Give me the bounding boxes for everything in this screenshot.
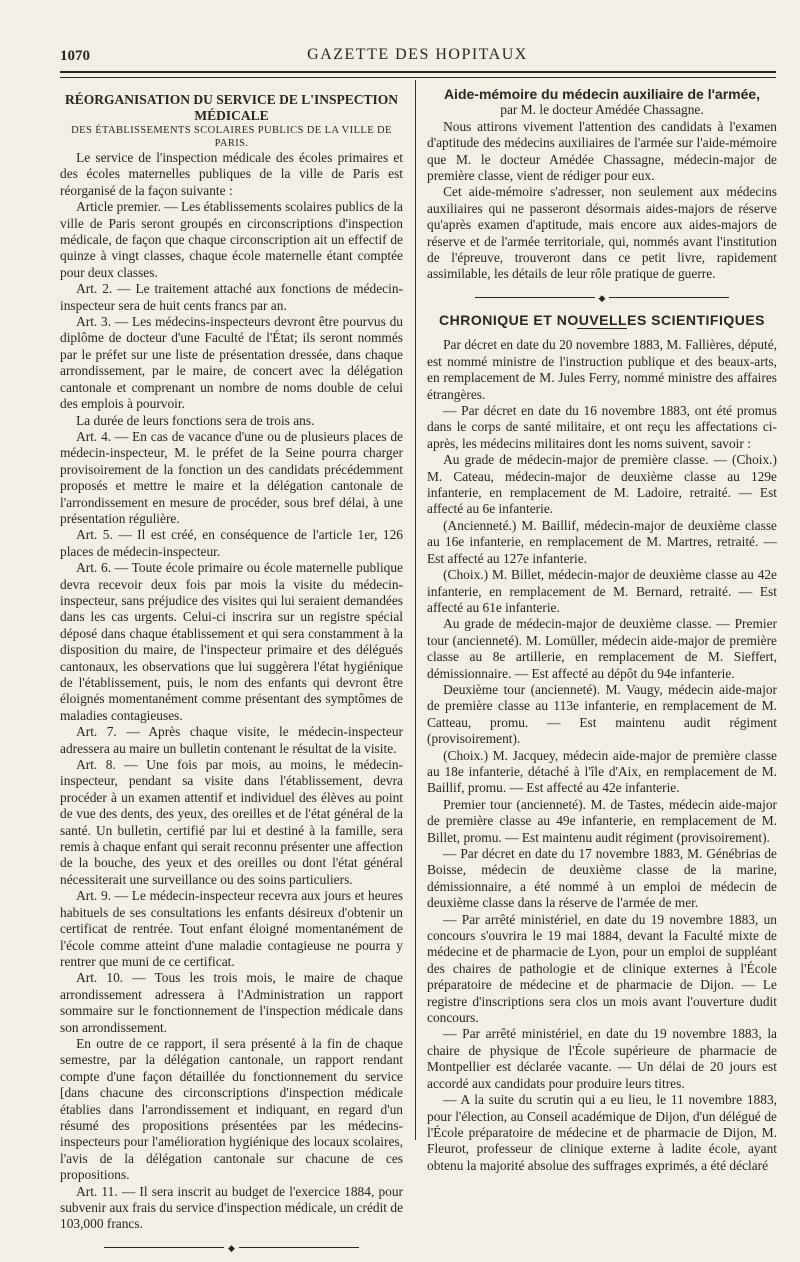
right-column bbox=[427, 86, 777, 1174]
chronicle-paragraph: (Ancienneté.) M. Baillif, médecin-major de deuxième classe au 16e infanterie, en remplacement de M. Martres, retraité. — Est affecté au 127e infanterie. bbox=[427, 517, 777, 566]
journal-title: GAZETTE DES HOPITAUX bbox=[307, 46, 528, 63]
page-header bbox=[60, 44, 775, 66]
page-number: 1070 bbox=[60, 48, 90, 64]
review-title: Aide-mémoire du médecin auxiliaire de l'armée, bbox=[443, 86, 761, 102]
chronicle-paragraph: Deuxième tour (ancienneté). M. Vaugy, médecin aide-major de première classe au 113e infanterie, en remplacement de M. Catteau, promu. — Est maintenu audit régiment (provisoirement). bbox=[427, 681, 777, 747]
column-divider bbox=[415, 80, 416, 1140]
review-paragraph: Cet aide-mémoire s'adresser, non seulement aux médecins auxiliaires qui ne passeront désormais aides-majors de réserve qu'après examen d'aptitude, mais encore aux aides-majors de réserve et de l'armée territoriale, qui, nommés avant l'institution de l'épreuve, trouveront dans ce petit livre, rapidement assimilable, les détails de leur rôle pratique de guerre. bbox=[427, 184, 777, 282]
review-paragraph: Nous attirons vivement l'attention des candidats à l'examen d'aptitude des médecins auxiliaires de l'armée sur l'aide-mémoire que M. le docteur Amédée Chassagne, médecin-major de première classe, vient de rédiger pour eux. bbox=[427, 118, 777, 184]
article-paragraph: Le service de l'inspection médicale des écoles primaires et des écoles maternelles publiques de la ville de Paris est réorganisé de la façon suivante : bbox=[60, 150, 403, 198]
article-paragraph: Art. 8. — Une fois par mois, au moins, le médecin-inspecteur, pendant sa visite dans l'établissement, devra procéder à un examen attentif et individuel des élèves au point de vue des dents, des yeux, des oreilles et de l'état général de la santé. Un bulletin, certifié par lui et destiné à la famille, sera remis à chaque enfant qui serait reconnu présenter une affection de la bouche, des yeux et des oreilles ou dont l'état général nécessiterait une surveillance ou des soins particuliers. bbox=[60, 757, 403, 887]
header-rule-thick bbox=[60, 71, 776, 73]
article-paragraph: La durée de leurs fonctions sera de trois ans. bbox=[76, 412, 315, 428]
article-subtitle: DES ÉTABLISSEMENTS SCOLAIRES PUBLICS DE LA VILLE DE PARIS. bbox=[71, 125, 392, 149]
article-paragraph: Art. 4. — En cas de vacance d'une ou de plusieurs places de médecin-inspecteur, M. le préfet de la Seine pourra charger provisoirement de la fonction un des candidats précédemment proposés et mettre le maire et la délégation cantonale de l'arrondissement en mesure de procéder, sous bref délai, à une présentation régulière. bbox=[60, 428, 403, 526]
article-paragraph: Art. 10. — Tous les trois mois, le maire de chaque arrondissement adressera à l'Administration un rapport sommaire sur le fonctionnement de l'inspection médicale dans son arrondissement. bbox=[60, 970, 403, 1035]
article-paragraph: Art. 9. — Le médecin-inspecteur recevra aux jours et heures habituels de ses consultations les enfants désireux d'obtenir un certificat de rentrée. Tout enfant éloigné momentanément de l'école comme atteint d'une maladie contagieuse ne pourra y rentrer que muni de ce certificat. bbox=[60, 888, 403, 969]
left-column bbox=[60, 86, 403, 1262]
section-ornament: ◆ bbox=[427, 289, 777, 306]
article-paragraph: Art. 3. — Les médecins-inspecteurs devront être pourvus du diplôme de docteur d'une Faculté de l'État; ils seront nommés par le préfet sur une liste de présentation dressée, dans chaque arrondissement, par le maire, de concert avec la délégation cantonale et comprenant un nombre de noms double de celui des emplois à pourvoir. bbox=[60, 314, 403, 412]
chronicle-paragraph: (Choix.) M. Jacquey, médecin aide-major de première classe au 18e infanterie, détaché à l'île d'Aix, en remplacement de M. Baillif, promu. — Est affecté au 42e infanterie. bbox=[427, 747, 777, 796]
chronicle-title: CHRONIQUE ET NOUVELLES SCIENTIFIQUES bbox=[438, 312, 766, 328]
chronicle-paragraph: — Par arrêté ministériel, en date du 19 novembre 1883, un concours s'ouvrira le 19 mai 1884, devant la Faculté mixte de médecine et de pharmacie de Lyon, pour un emploi de suppléant des chaires de pathologie et de clinique externes à l'École préparatoire de médecine et de pharmacie de Dijon. — Le registre d'inscriptions sera clos un mois avant l'ouverture dudit concours. bbox=[427, 911, 777, 1026]
article-paragraph: Art. 2. — Le traitement attaché aux fonctions de médecin-inspecteur sera de huit cents francs par an. bbox=[60, 281, 403, 313]
article-paragraph: Art. 7. — Après chaque visite, le médecin-inspecteur adressera au maire un bulletin contenant le résultat de la visite. bbox=[60, 724, 403, 756]
article-paragraph: Article premier. — Les établissements scolaires publics de la ville de Paris seront groupés en circonscriptions d'inspection médicale, de façon que chaque circonscription ait un effectif de quinze à vingt classes, chaque école maternelle étant comptée pour deux classes. bbox=[60, 199, 403, 280]
chronicle-paragraph: (Choix.) M. Billet, médecin-major de deuxième classe au 42e infanterie, en remplacement de M. Bernard, retraité. — Est affecté au 61e infanterie. bbox=[427, 567, 777, 615]
end-ornament: ◆ bbox=[60, 1239, 403, 1256]
chronicle-paragraph: — Par décret en date du 17 novembre 1883, M. Génébrias de Boisse, médecin de deuxième classe de la marine, démissionnaire, a été nommé à un emploi de médecin de deuxième classe dans la réserve de l'armée de mer. bbox=[427, 846, 777, 911]
chronicle-paragraph: Premier tour (ancienneté). M. de Tastes, médecin aide-major de première classe au 49e infanterie, en remplacement de M. Billet, promu. — Est maintenu audit régiment (provisoirement). bbox=[427, 796, 777, 845]
chronicle-rule bbox=[577, 328, 627, 329]
chronicle-paragraph: Par décret en date du 20 novembre 1883, M. Fallières, député, est nommé ministre de l'instruction publique et des beaux-arts, en remplacement de M. Jules Ferry, nommé ministre des affaires étrangères. bbox=[427, 337, 777, 402]
chronicle-paragraph: — Par décret en date du 16 novembre 1883, ont été promus dans le corps de santé militaire, et ont reçu les affectations ci-après, les médecins militaires dont les noms suivent, savoir : bbox=[427, 403, 777, 451]
article-paragraph: Art. 11. — Il sera inscrit au budget de l'exercice 1884, pour subvenir aux frais du service d'inspection médicale, un crédit de 103,000 francs. bbox=[60, 1183, 404, 1232]
article-paragraph: En outre de ce rapport, il sera présenté à la fin de chaque semestre, par la délégation cantonale, un rapport rendant compte d'une façon détaillée du fonctionnement du service [dans chacune des circonscriptions d'inspection médicale établies dans l'arrondissement et indiquant, en regard d'un résumé des propositions présentées par les médecins-inspecteurs pour l'amélioration hygiénique des locaux scolaires, l'avis de la délégation cantonale sur chacune de ces propositions. bbox=[60, 1035, 403, 1183]
article-paragraph: Art. 5. — Il est créé, en conséquence de l'article 1er, 126 places de médecin-inspecteur. bbox=[60, 527, 403, 559]
chronicle-paragraph: Au grade de médecin-major de deuxième classe. — Premier tour (ancienneté). M. Lomüller, médecin aide-major de première classe au 8e artillerie, en remplacement de M. Sieffert, démissionnaire. — Est affecté au dépôt du 94e infanterie. bbox=[427, 616, 777, 681]
chronicle-paragraph: Au grade de médecin-major de première classe. — (Choix.) M. Cateau, médecin-major de deuxième classe au 129e infanterie, en remplacement de M. Ladoire, retraité. — Est affecté au 6e infanterie. bbox=[427, 452, 777, 517]
chronicle-paragraph: — A la suite du scrutin qui a eu lieu, le 11 novembre 1883, pour l'élection, au Conseil académique de Dijon, d'un délégué de l'École préparatoire de médecine et de pharmacie de Dijon, M. Fleurot, professeur de clinique externe à ladite école, ayant obtenu la majorité absolue des suffrages exprimés, a été déclaré bbox=[427, 1092, 777, 1173]
article-paragraph: Art. 6. — Toute école primaire ou école maternelle publique devra recevoir deux fois par mois la visite du médecin-inspecteur, sans préjudice des visites qui lui seraient demandées dans les cas urgents. Celui-ci inscrira sur un registre spécial déposé dans chaque établissement et qui sera constamment à la disposition du maire, de l'inspecteur primaire et des délégués cantonaux, les observations que lui suggèrera l'état hygiénique de l'établissement, puis, le nom des enfants qui devront être éloignés momentanément comme présentant des symptômes de maladies contagieuses. bbox=[60, 560, 403, 723]
chronicle-paragraph: — Par arrêté ministériel, en date du 19 novembre 1883, la chaire de physique de l'École supérieure de pharmacie de Montpellier est déclarée vacante. — Un délai de 20 jours est accordé aux candidats pour produire leurs titres. bbox=[427, 1026, 777, 1091]
review-byline: par M. le docteur Amédée Chassagne. bbox=[500, 102, 704, 118]
header-rule-thin bbox=[60, 77, 776, 78]
article-title: RÉORGANISATION DU SERVICE DE L'INSPECTION MÉDICALE bbox=[64, 92, 399, 123]
